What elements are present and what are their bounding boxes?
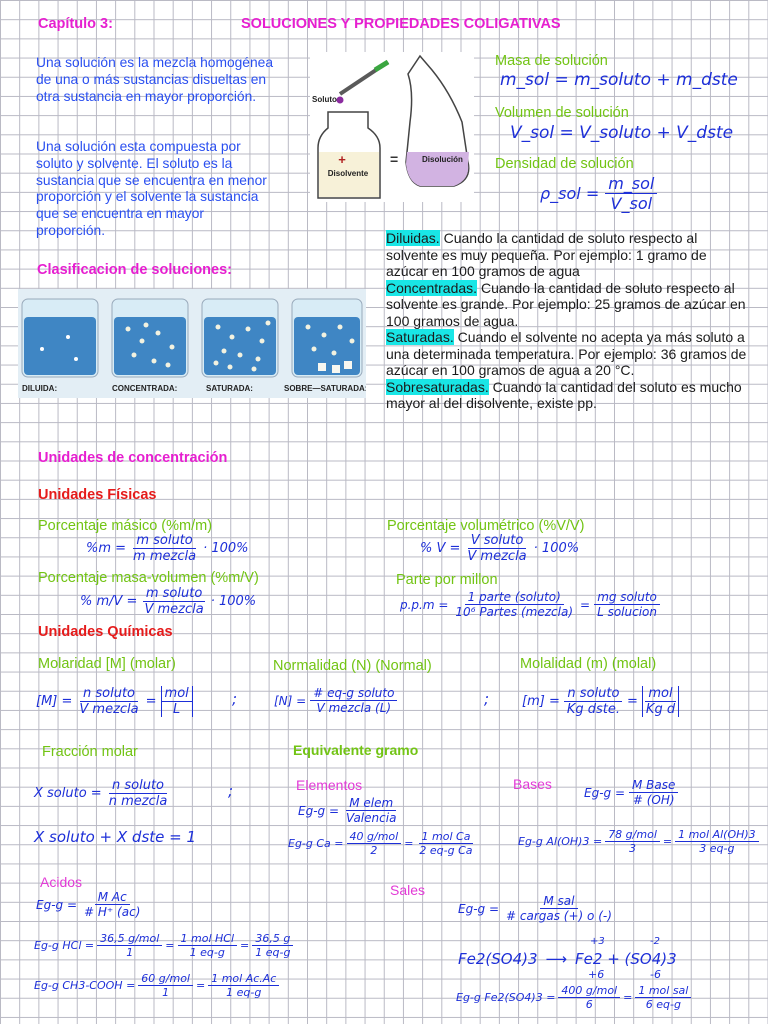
separator-1: ; bbox=[232, 690, 238, 708]
bases-fraction bbox=[629, 778, 678, 807]
text-saturadas: Cuando el solvente no acepta ya más soluto a una determinada temperatura. Por ejemplo: 36 gramos de azúcar en 100 gramos de agua a 20 °C. bbox=[386, 329, 747, 378]
salts-ex-fraction bbox=[558, 984, 620, 1011]
acids-title: Acidos bbox=[40, 874, 83, 890]
normality-lhs: [N] = bbox=[274, 693, 307, 708]
molarity-unit-num: mol bbox=[162, 686, 192, 702]
beaker-label-sobresaturada: SOBRE—SATURADA: bbox=[284, 384, 366, 393]
volume-title: Volumen de solución bbox=[495, 105, 629, 121]
elements-ex-den: 2 bbox=[370, 844, 378, 857]
mole-fraction-title: Fracción molar bbox=[42, 744, 138, 760]
label-disolucion: Disolución bbox=[422, 155, 463, 164]
intro-paragraph-1: Una solución es la mezcla homogénea de una o más sustancias disueltas en otra sustancia en mayor proporción. bbox=[36, 55, 273, 104]
pct-mass-den: m mezcla bbox=[133, 549, 197, 564]
acids-ex2-fraction bbox=[138, 972, 193, 999]
acids-ex1-fraction-2 bbox=[178, 932, 238, 959]
molarity-den: V mezcla bbox=[79, 702, 139, 717]
ppm-title: Parte por millon bbox=[396, 572, 498, 588]
pct-mass-vol-fraction bbox=[141, 586, 206, 617]
equals-sign: = bbox=[390, 151, 399, 167]
mole-fraction-sum: X soluto + X dste = 1 bbox=[34, 828, 197, 846]
ppm-lhs: p.p.m = bbox=[400, 597, 449, 612]
elements-ex-fraction bbox=[347, 830, 402, 857]
acids-ex1-num-3: 36,5 g bbox=[252, 932, 293, 946]
mole-fraction-lhs: X soluto = bbox=[34, 786, 102, 801]
separator-2: ; bbox=[484, 690, 490, 708]
salts-charge-so4: -2 bbox=[650, 936, 660, 947]
beaker-label-diluida: DILUIDA: bbox=[22, 384, 58, 393]
molality-num: n soluto bbox=[564, 686, 622, 702]
salts-dissociation bbox=[458, 950, 677, 968]
salts-fraction bbox=[503, 894, 615, 923]
plus-sign: + bbox=[338, 152, 346, 167]
acids-ex1-den: 1 bbox=[126, 946, 134, 959]
solution-illustration bbox=[310, 52, 474, 202]
acids-ex1-num-2: 1 mol HCl bbox=[178, 932, 238, 946]
density-title: Densidad de solución bbox=[495, 156, 634, 172]
label-soluto: Soluto bbox=[312, 95, 337, 104]
mole-fraction-formula bbox=[34, 778, 174, 809]
elements-den: Valencia bbox=[346, 811, 397, 825]
salts-ex-lhs: Eg-g Fe2(SO4)3 = bbox=[456, 991, 556, 1004]
molality-unit-num: mol bbox=[645, 686, 675, 702]
intro-paragraph-2: Una solución esta compuesta por soluto y solvente. El soluto es la sustancia que se encuentra en menor proporción y el solvente la sustancia que se encuentra en mayor proporción. bbox=[36, 139, 267, 238]
salts-total-neg: -6 bbox=[650, 968, 661, 981]
acids-ex1-lhs: Eg-g HCl = bbox=[34, 939, 95, 952]
molarity-formula bbox=[36, 686, 193, 717]
beaker-label-saturada: SATURADA: bbox=[206, 384, 253, 393]
term-saturadas: Saturadas. bbox=[386, 329, 454, 345]
definition-sobresaturadas bbox=[386, 379, 748, 412]
molarity-fraction bbox=[76, 686, 141, 717]
elements-ex-num: 40 g/mol bbox=[347, 830, 402, 844]
acids-example-1: Eg-g HCl = $\frac{\text{36,5 g/mol}}{1}$ = $\frac{\text{1 mol HCl}}{1 eq-g}$ = $\frac{36,5 g}{1 eq-g}$ bbox=[34, 932, 296, 959]
acids-formula bbox=[36, 890, 147, 919]
elements-title: Elementos bbox=[296, 777, 363, 793]
text-concentradas: Cuando la cantidad de soluto respecto al solvente es grande. Por ejemplo: 25 gramos de azúcar en 100 gramos de agua. bbox=[386, 279, 746, 329]
molarity-unit-den: L bbox=[173, 702, 181, 717]
separator-3: ; bbox=[228, 782, 234, 800]
classification-definitions bbox=[386, 230, 748, 412]
page-title: SOLUCIONES Y PROPIEDADES COLIGATIVAS bbox=[241, 16, 561, 32]
classification-title: Clasificacion de soluciones: bbox=[37, 262, 232, 278]
ppm-fraction-1 bbox=[452, 590, 576, 619]
acids-ex2-num-2: 1 mol Ac.Ac bbox=[208, 972, 279, 986]
pct-mass-vol-num: m soluto bbox=[143, 586, 205, 602]
mole-fraction-fraction bbox=[106, 778, 171, 809]
elements-fraction bbox=[343, 796, 399, 825]
ppm-formula bbox=[400, 590, 664, 619]
text-diluidas: Cuando la cantidad de soluto respecto al solvente es muy pequeña. Por ejemplo: 1 gramo de azúcar en 100 gramos de agua bbox=[386, 230, 707, 279]
molarity-title: Molaridad [M] (molar) bbox=[38, 656, 176, 672]
bases-example bbox=[518, 828, 762, 855]
salts-ex-eq: = bbox=[623, 991, 633, 1004]
salts-den: # cargas (+) o (-) bbox=[506, 909, 612, 923]
ppm-eq: = bbox=[580, 597, 591, 612]
drop bbox=[337, 97, 344, 104]
mole-fraction-num: n soluto bbox=[109, 778, 167, 794]
term-concentradas: Concentradas. bbox=[386, 279, 478, 296]
bases-den: # (OH) bbox=[632, 793, 675, 807]
molality-formula bbox=[522, 686, 679, 717]
salts-formula bbox=[458, 894, 619, 923]
normality-num: # eq-g soluto bbox=[310, 686, 397, 701]
term-sobresaturadas: Sobresaturadas. bbox=[386, 378, 489, 395]
molality-units bbox=[642, 686, 679, 717]
normality-fraction bbox=[310, 686, 397, 715]
molality-den: Kg dste. bbox=[566, 702, 621, 717]
elements-num: M elem bbox=[346, 796, 396, 811]
bases-lhs: Eg-g = bbox=[584, 785, 626, 800]
elements-ex-num-2: 1 mol Ca bbox=[419, 830, 474, 844]
pct-mass-formula bbox=[86, 533, 249, 564]
salts-ex-fraction-2 bbox=[635, 984, 691, 1011]
molarity-units bbox=[161, 686, 193, 717]
mass-title: Masa de solución bbox=[495, 53, 608, 69]
molality-title: Molalidad (m) (molal) bbox=[520, 656, 657, 672]
elements-ex-lhs: Eg-g Ca = bbox=[288, 837, 344, 850]
text-sobresaturadas: Cuando la cantidad del soluto es mucho mayor al del disolvente, existe pp. bbox=[386, 378, 742, 411]
acids-ex1-fraction-3 bbox=[252, 932, 293, 959]
pct-mass-num: m soluto bbox=[133, 533, 195, 549]
definition-diluidas bbox=[386, 230, 748, 280]
physical-units-title: Unidades Físicas bbox=[38, 487, 157, 503]
dropper-bulb bbox=[375, 62, 388, 70]
normality-formula bbox=[274, 686, 401, 715]
acids-ex2-lhs: Eg-g CH3-COOH = bbox=[34, 979, 136, 992]
salts-num: M sal bbox=[540, 894, 577, 909]
beaker-concentrada bbox=[112, 299, 188, 377]
pct-vol-lhs: % V = bbox=[420, 541, 461, 556]
acids-num: M Ac bbox=[95, 890, 130, 905]
molarity-lhs: [M] = bbox=[36, 694, 73, 709]
chapter-label: Capítulo 3: bbox=[38, 16, 113, 32]
elements-ex-fraction-2 bbox=[416, 830, 475, 857]
molality-fraction bbox=[564, 686, 623, 717]
volume-formula: V_sol = V_soluto + V_dste bbox=[510, 123, 734, 143]
bases-ex-fraction bbox=[605, 828, 660, 855]
molality-unit-den: Kg d bbox=[645, 702, 676, 717]
beaker-saturada bbox=[202, 299, 278, 377]
definition-saturadas bbox=[386, 329, 748, 379]
ppm-num: 1 parte (soluto) bbox=[465, 590, 564, 605]
salts-title: Sales bbox=[390, 882, 426, 898]
bases-num: M Base bbox=[629, 778, 678, 793]
molarity-eq: = bbox=[145, 694, 157, 709]
beaker-diluida bbox=[22, 299, 98, 377]
acids-ex1-den-2: 1 eq-g bbox=[189, 946, 225, 959]
bases-ex-num: 78 g/mol bbox=[605, 828, 660, 842]
acids-ex1-fraction bbox=[97, 932, 162, 959]
salts-total-pos: +6 bbox=[588, 968, 605, 981]
molarity-num: n soluto bbox=[80, 686, 138, 702]
salts-diss-lhs: Fe2(SO4)3 bbox=[458, 950, 538, 968]
pct-vol-num: V soluto bbox=[468, 533, 527, 549]
acids-example-2: Eg-g CH3-COOH = $\frac{\text{60 g/mol}}{1}$ = $\frac{\text{1 mol Ac.Ac}}{1 eq-g}$ bbox=[34, 972, 282, 999]
bases-ex-num-2: 1 mol Al(OH)3 bbox=[675, 828, 759, 842]
mass-formula: m_sol = m_soluto + m_dste bbox=[500, 70, 738, 90]
molality-lhs: [m] = bbox=[522, 694, 560, 709]
ppm-num-2: mg soluto bbox=[594, 590, 660, 605]
eq-gram-title: Equivalente gramo bbox=[293, 742, 419, 758]
ppm-den: 10⁶ Partes (mezcla) bbox=[455, 605, 574, 619]
bases-ex-den-2: 3 eq-g bbox=[699, 842, 735, 855]
salts-lhs: Eg-g = bbox=[458, 901, 500, 916]
pct-vol-den: V mezcla bbox=[467, 549, 527, 564]
pct-mass-rhs: · 100% bbox=[203, 541, 249, 556]
acids-lhs: Eg-g = bbox=[36, 897, 78, 912]
bases-title: Bases bbox=[513, 776, 552, 792]
salts-charge-fe: +3 bbox=[590, 936, 605, 947]
acids-ex2-fraction-2 bbox=[208, 972, 279, 999]
pct-mass-vol-formula bbox=[80, 586, 256, 617]
density-numerator: m_sol bbox=[605, 174, 657, 194]
pct-mass-lhs: %m = bbox=[86, 541, 127, 556]
pct-vol-fraction bbox=[464, 533, 529, 564]
salts-ex-den: 6 bbox=[585, 998, 593, 1011]
pct-mass-vol-title: Porcentaje masa-volumen (%m/V) bbox=[38, 570, 259, 586]
beaker-sobresaturada bbox=[292, 299, 362, 377]
term-diluidas: Diluidas. bbox=[386, 230, 440, 246]
normality-den: V mezcla (L) bbox=[316, 701, 392, 715]
salts-diss-arrow: ⟶ bbox=[545, 950, 568, 968]
units-title: Unidades de concentración bbox=[38, 450, 228, 466]
elements-lhs: Eg-g = bbox=[298, 803, 340, 818]
pct-vol-title: Porcentaje volumétrico (%V/V) bbox=[387, 518, 585, 534]
pct-vol-formula bbox=[420, 533, 579, 564]
salts-diss-rhs: Fe2 + (SO4)3 bbox=[575, 950, 677, 968]
acids-fraction bbox=[81, 890, 143, 919]
salts-ex-num-2: 1 mol sal bbox=[635, 984, 691, 998]
elements-formula bbox=[298, 796, 403, 825]
acids-ex1-num: 36,5 g/mol bbox=[97, 932, 162, 946]
label-disolvente: Disolvente bbox=[327, 169, 369, 178]
bases-ex-den: 3 bbox=[629, 842, 637, 855]
normality-title: Normalidad (N) (Normal) bbox=[273, 658, 432, 674]
mole-fraction-den: n mezcla bbox=[108, 794, 168, 809]
acids-ex2-num: 60 g/mol bbox=[138, 972, 193, 986]
definition-concentradas bbox=[386, 280, 748, 330]
acids-ex2-den-2: 1 eq-g bbox=[226, 986, 262, 999]
density-denominator: V_sol bbox=[610, 194, 653, 213]
density-formula bbox=[540, 174, 657, 213]
salts-ex-den-2: 6 eq-g bbox=[645, 998, 681, 1011]
elements-ex-den-2: 2 eq-g Ca bbox=[419, 844, 473, 857]
molality-eq: = bbox=[627, 694, 638, 709]
bases-formula bbox=[584, 778, 682, 807]
acids-ex1-den-3: 1 eq-g bbox=[255, 946, 291, 959]
density-lhs: ρ_sol = bbox=[540, 184, 600, 203]
beakers-illustration bbox=[18, 289, 366, 398]
ppm-fraction-2 bbox=[594, 590, 660, 619]
pct-mass-vol-rhs: · 100% bbox=[210, 594, 257, 609]
salts-example bbox=[456, 984, 694, 1011]
pct-mass-vol-den: V mezcla bbox=[144, 602, 204, 617]
pct-vol-rhs: · 100% bbox=[533, 541, 580, 556]
elements-example bbox=[288, 830, 479, 857]
salts-ex-num: 400 g/mol bbox=[558, 984, 620, 998]
beaker-label-concentrada: CONCENTRADA: bbox=[112, 384, 178, 393]
ppm-den-2: L solucion bbox=[597, 605, 657, 619]
beakers-figure bbox=[18, 289, 366, 398]
solution-figure bbox=[310, 52, 474, 202]
bases-ex-eq: = bbox=[662, 835, 673, 848]
bases-ex-lhs: Eg-g Al(OH)3 = bbox=[518, 835, 603, 848]
chemical-units-title: Unidades Químicas bbox=[38, 624, 173, 640]
pct-mass-fraction bbox=[130, 533, 199, 564]
acids-ex2-den: 1 bbox=[162, 986, 170, 999]
acids-den: # H⁺ (ac) bbox=[84, 905, 141, 919]
pct-mass-title: Porcentaje másico (%m/m) bbox=[38, 518, 213, 534]
elements-ex-eq: = bbox=[404, 837, 414, 850]
bases-ex-fraction-2 bbox=[675, 828, 759, 855]
density-fraction bbox=[605, 174, 657, 213]
pct-mass-vol-lhs: % m/V = bbox=[80, 594, 138, 609]
